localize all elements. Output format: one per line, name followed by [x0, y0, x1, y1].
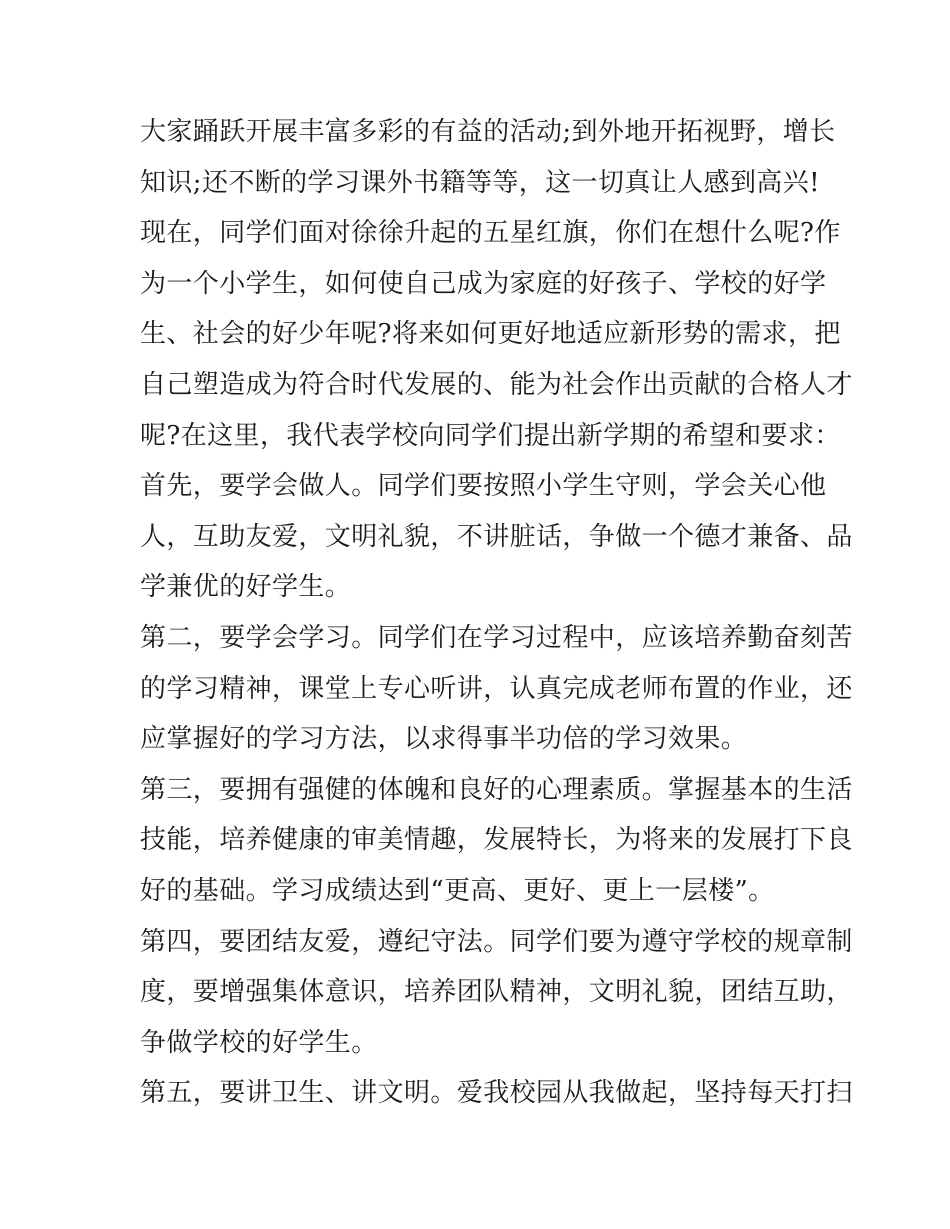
text-line: 现在，同学们面对徐徐升起的五星红旗，你们在想什么呢?作: [140, 218, 841, 249]
text-line: 争做学校的好学生。: [140, 1027, 378, 1058]
text-line: 自己塑造成为符合时代发展的、能为社会作出贡献的合格人才: [140, 369, 853, 400]
text-line: 为一个小学生，如何使自己成为家庭的好孩子、学校的好学: [140, 268, 827, 299]
text-line: 人，互助友爱，文明礼貌，不讲脏话，争做一个德才兼备、品: [140, 521, 853, 552]
document-body: [140, 107, 853, 1119]
text-line: 应掌握好的学习方法，以求得事半功倍的学习效果。: [140, 724, 748, 755]
text-line: 好的基础。学习成绩达到“更高、更好、更上一层楼”。: [140, 875, 775, 906]
text-line: 呢?在这里，我代表学校向同学们提出新学期的希望和要求：: [140, 420, 841, 451]
text-line: 第五，要讲卫生、讲文明。爱我校园从我做起，坚持每天打扫: [140, 1078, 853, 1109]
text-line: 第二，要学会学习。同学们在学习过程中，应该培养勤奋刻苦: [140, 622, 853, 653]
text-line: 度，要增强集体意识，培养团队精神，文明礼貌，团结互助，: [140, 977, 853, 1008]
text-line: 首先，要学会做人。同学们要按照小学生守则，学会关心他: [140, 471, 827, 502]
text-line: 大家踊跃开展丰富多彩的有益的活动;到外地开拓视野，增长: [140, 117, 836, 147]
text-line: 第三，要拥有强健的体魄和良好的心理素质。掌握基本的生活: [140, 774, 853, 805]
text-line: 学兼优的好学生。: [140, 572, 352, 603]
text-line: 知识;还不断的学习课外书籍等等，这一切真让人感到高兴!: [140, 167, 821, 198]
text-line: 第四，要团结友爱，遵纪守法。同学们要为遵守学校的规章制: [140, 926, 853, 957]
text-line: 的学习精神，课堂上专心听讲，认真完成老师布置的作业，还: [140, 673, 853, 704]
text-line: 生、社会的好少年呢?将来如何更好地适应新形势的需求，把: [140, 319, 841, 350]
text-line: 技能，培养健康的审美情趣，发展特长，为将来的发展打下良: [140, 825, 853, 856]
